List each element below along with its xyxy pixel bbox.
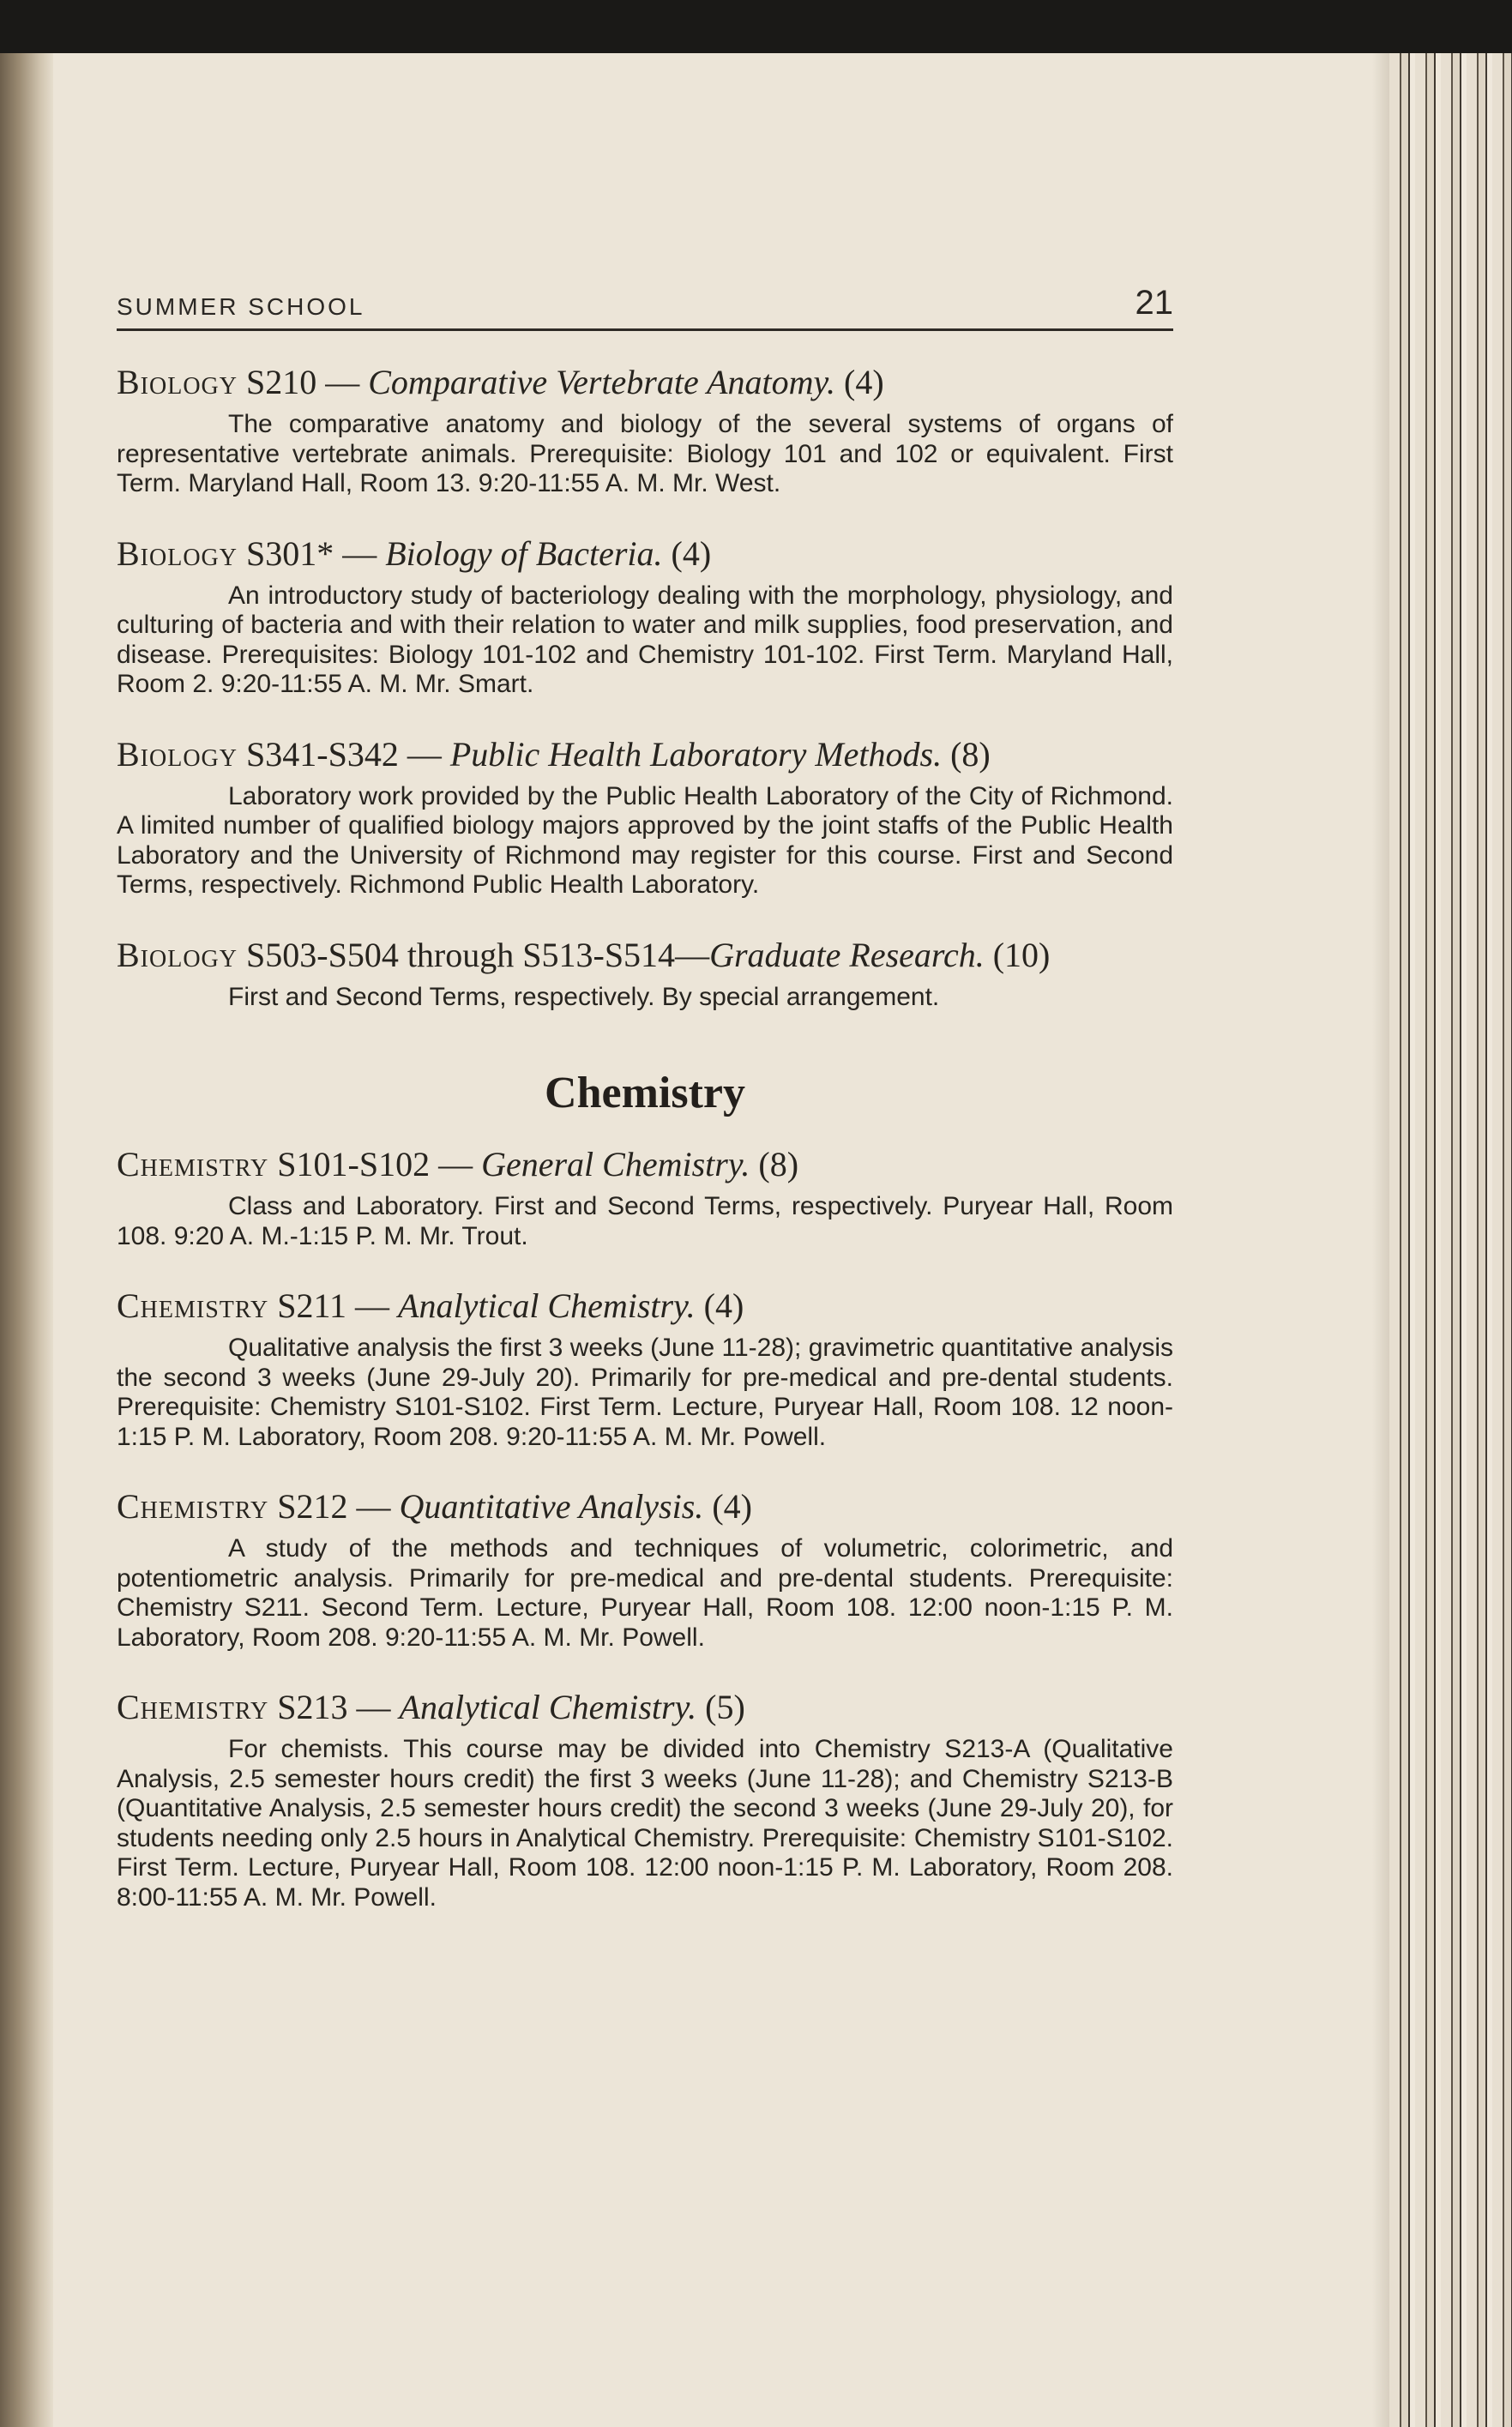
course-entry [117,532,1173,700]
course-name: General Chemistry. [481,1145,750,1183]
binding-shadow [0,53,53,2427]
course-credits: (8) [758,1145,799,1183]
course-title-line [117,1142,1173,1187]
course-description-text: An introductory study of bacteriology dealing with the morphology, physiology, and culturing of bacteria and with their relation to water and milk supplies, food preservation, and disease. Prerequisites: Biology 101-102 and Chemistry 101-102. First Term. Maryland Hall, Room 2. 9:20-11:55 A. M. Mr. Smart. [117,581,1173,698]
section-heading-chemistry: Chemistry [545,1069,745,1117]
page-content [117,360,1173,1945]
course-credits: (4) [703,1286,744,1325]
course-entry [117,1142,1173,1251]
course-department: Chemistry [117,1145,269,1183]
course-entry [117,933,1173,1013]
course-entry [117,1284,1173,1452]
course-entry [117,1685,1173,1912]
course-description [117,1192,1173,1251]
course-separator: — [325,363,360,401]
course-department: Chemistry [117,1286,269,1325]
course-title-line [117,732,1173,777]
course-code: S210 [246,363,317,401]
course-entry [117,1485,1173,1653]
course-description-text: The comparative anatomy and biology of the several systems of organs of representative vertebrate animals. Prerequisite: Biology 101 and 102 or equivalent. First Term. Maryland Hall, Room 13. 9:20-11:55 A. M. Mr. West. [117,410,1173,497]
course-separator: — [355,1286,390,1325]
course-code: S301* [246,533,334,573]
course-title-line [117,1685,1173,1730]
header-rule [117,328,1173,331]
course-credits: (4) [844,363,884,401]
course-description [117,1334,1173,1452]
course-department: Biology [117,533,238,573]
course-department: Chemistry [117,1688,269,1726]
course-name: Comparative Vertebrate Anatomy. [368,363,835,401]
course-description [117,1534,1173,1653]
course-description-text: Class and Laboratory. First and Second Terms, respectively. Puryear Hall, Room 108. 9:20 A. M.-1:15 P. M. Mr. Trout. [117,1192,1173,1250]
course-code: S213 [277,1688,348,1726]
course-name: Graduate Research. [709,935,985,974]
course-separator: — [356,1688,391,1726]
course-department: Biology [117,935,238,974]
page-edges [1389,53,1512,2427]
course-separator: — [356,1487,391,1526]
course-name: Biology of Bacteria. [385,533,663,573]
course-credits: (8) [950,734,991,774]
course-description [117,581,1173,700]
course-title-line [117,1485,1173,1529]
course-description-text: First and Second Terms, respectively. By special arrangement. [228,982,940,1011]
course-description [117,983,1173,1013]
course-description [117,1735,1173,1912]
course-description [117,410,1173,499]
page-number: 21 [1135,284,1173,322]
course-separator: — [675,935,710,974]
course-entry [117,732,1173,900]
course-title-line [117,1284,1173,1328]
course-description-text: For chemists. This course may be divided into Chemistry S213-A (Qualitative Analysis, 2.5 semester hours credit) the first 3 weeks (June 11-28); and Chemistry S213-B (Quantitative Analysis, 2.5 semester hours credit) the second 3 weeks (June 29-July 20), for students needing only 2.5 hours in Analytical Chemistry. Prerequisite: Chemistry S101-S102. First Term. Lecture, Puryear Hall, Room 108. 12:00 noon-1:15 P. M. Laboratory, Room 208. 8:00-11:55 A. M. Mr. Powell. [117,1735,1173,1912]
course-name: Analytical Chemistry. [398,1286,696,1325]
course-code: S212 [277,1487,348,1526]
course-department: Chemistry [117,1487,269,1526]
course-name: Analytical Chemistry. [399,1688,697,1726]
course-department: Biology [117,363,238,401]
course-credits: (4) [712,1487,752,1526]
page-header [117,276,1173,328]
course-code: S503-S504 through S513-S514 [246,935,676,974]
course-title-line [117,532,1173,576]
course-name: Public Health Laboratory Methods. [449,734,943,774]
course-title-line [117,360,1173,405]
course-name: Quantitative Analysis. [399,1487,704,1526]
course-description-text: Laboratory work provided by the Public Health Laboratory of the City of Richmond. A limited number of qualified biology majors approved by the joint staffs of the Public Health Laboratory and the University of Richmond may register for this course. First and Second Terms, respectively. Richmond Public Health Laboratory. [117,781,1173,899]
course-credits: (5) [705,1688,745,1726]
course-description [117,782,1173,900]
course-credits: (10) [992,935,1051,974]
course-department: Biology [117,734,238,774]
course-separator: — [342,533,377,573]
course-entry [117,360,1173,499]
course-description-text: A study of the methods and techniques of volumetric, colorimetric, and potentiometric analysis. Primarily for pre-medical and pre-dental students. Prerequisite: Chemistry S211. Second Term. Lecture, Puryear Hall, Room 108. 12:00 noon-1:15 P. M. Laboratory, Room 208. 9:20-11:55 A. M. Mr. Powell. [117,1534,1173,1652]
course-separator: — [438,1145,473,1183]
course-description-text: Qualitative analysis the first 3 weeks (June 11-28); gravimetric quantitative analysis the second 3 weeks (June 29-July 20). Primarily for pre-medical and pre-dental students. Prerequisite: Chemistry S101-S102. First Term. Lecture, Puryear Hall, Room 108. 12 noon-1:15 P. M. Laboratory, Room 208. 9:20-11:55 A. M. Mr. Powell. [117,1334,1173,1451]
running-head: SUMMER SCHOOL [117,293,365,320]
course-separator: — [407,734,442,774]
course-title-line [117,933,1173,978]
course-credits: (4) [671,533,712,573]
course-code: S341-S342 [246,734,399,774]
course-code: S211 [277,1286,347,1325]
course-code: S101-S102 [277,1145,431,1183]
